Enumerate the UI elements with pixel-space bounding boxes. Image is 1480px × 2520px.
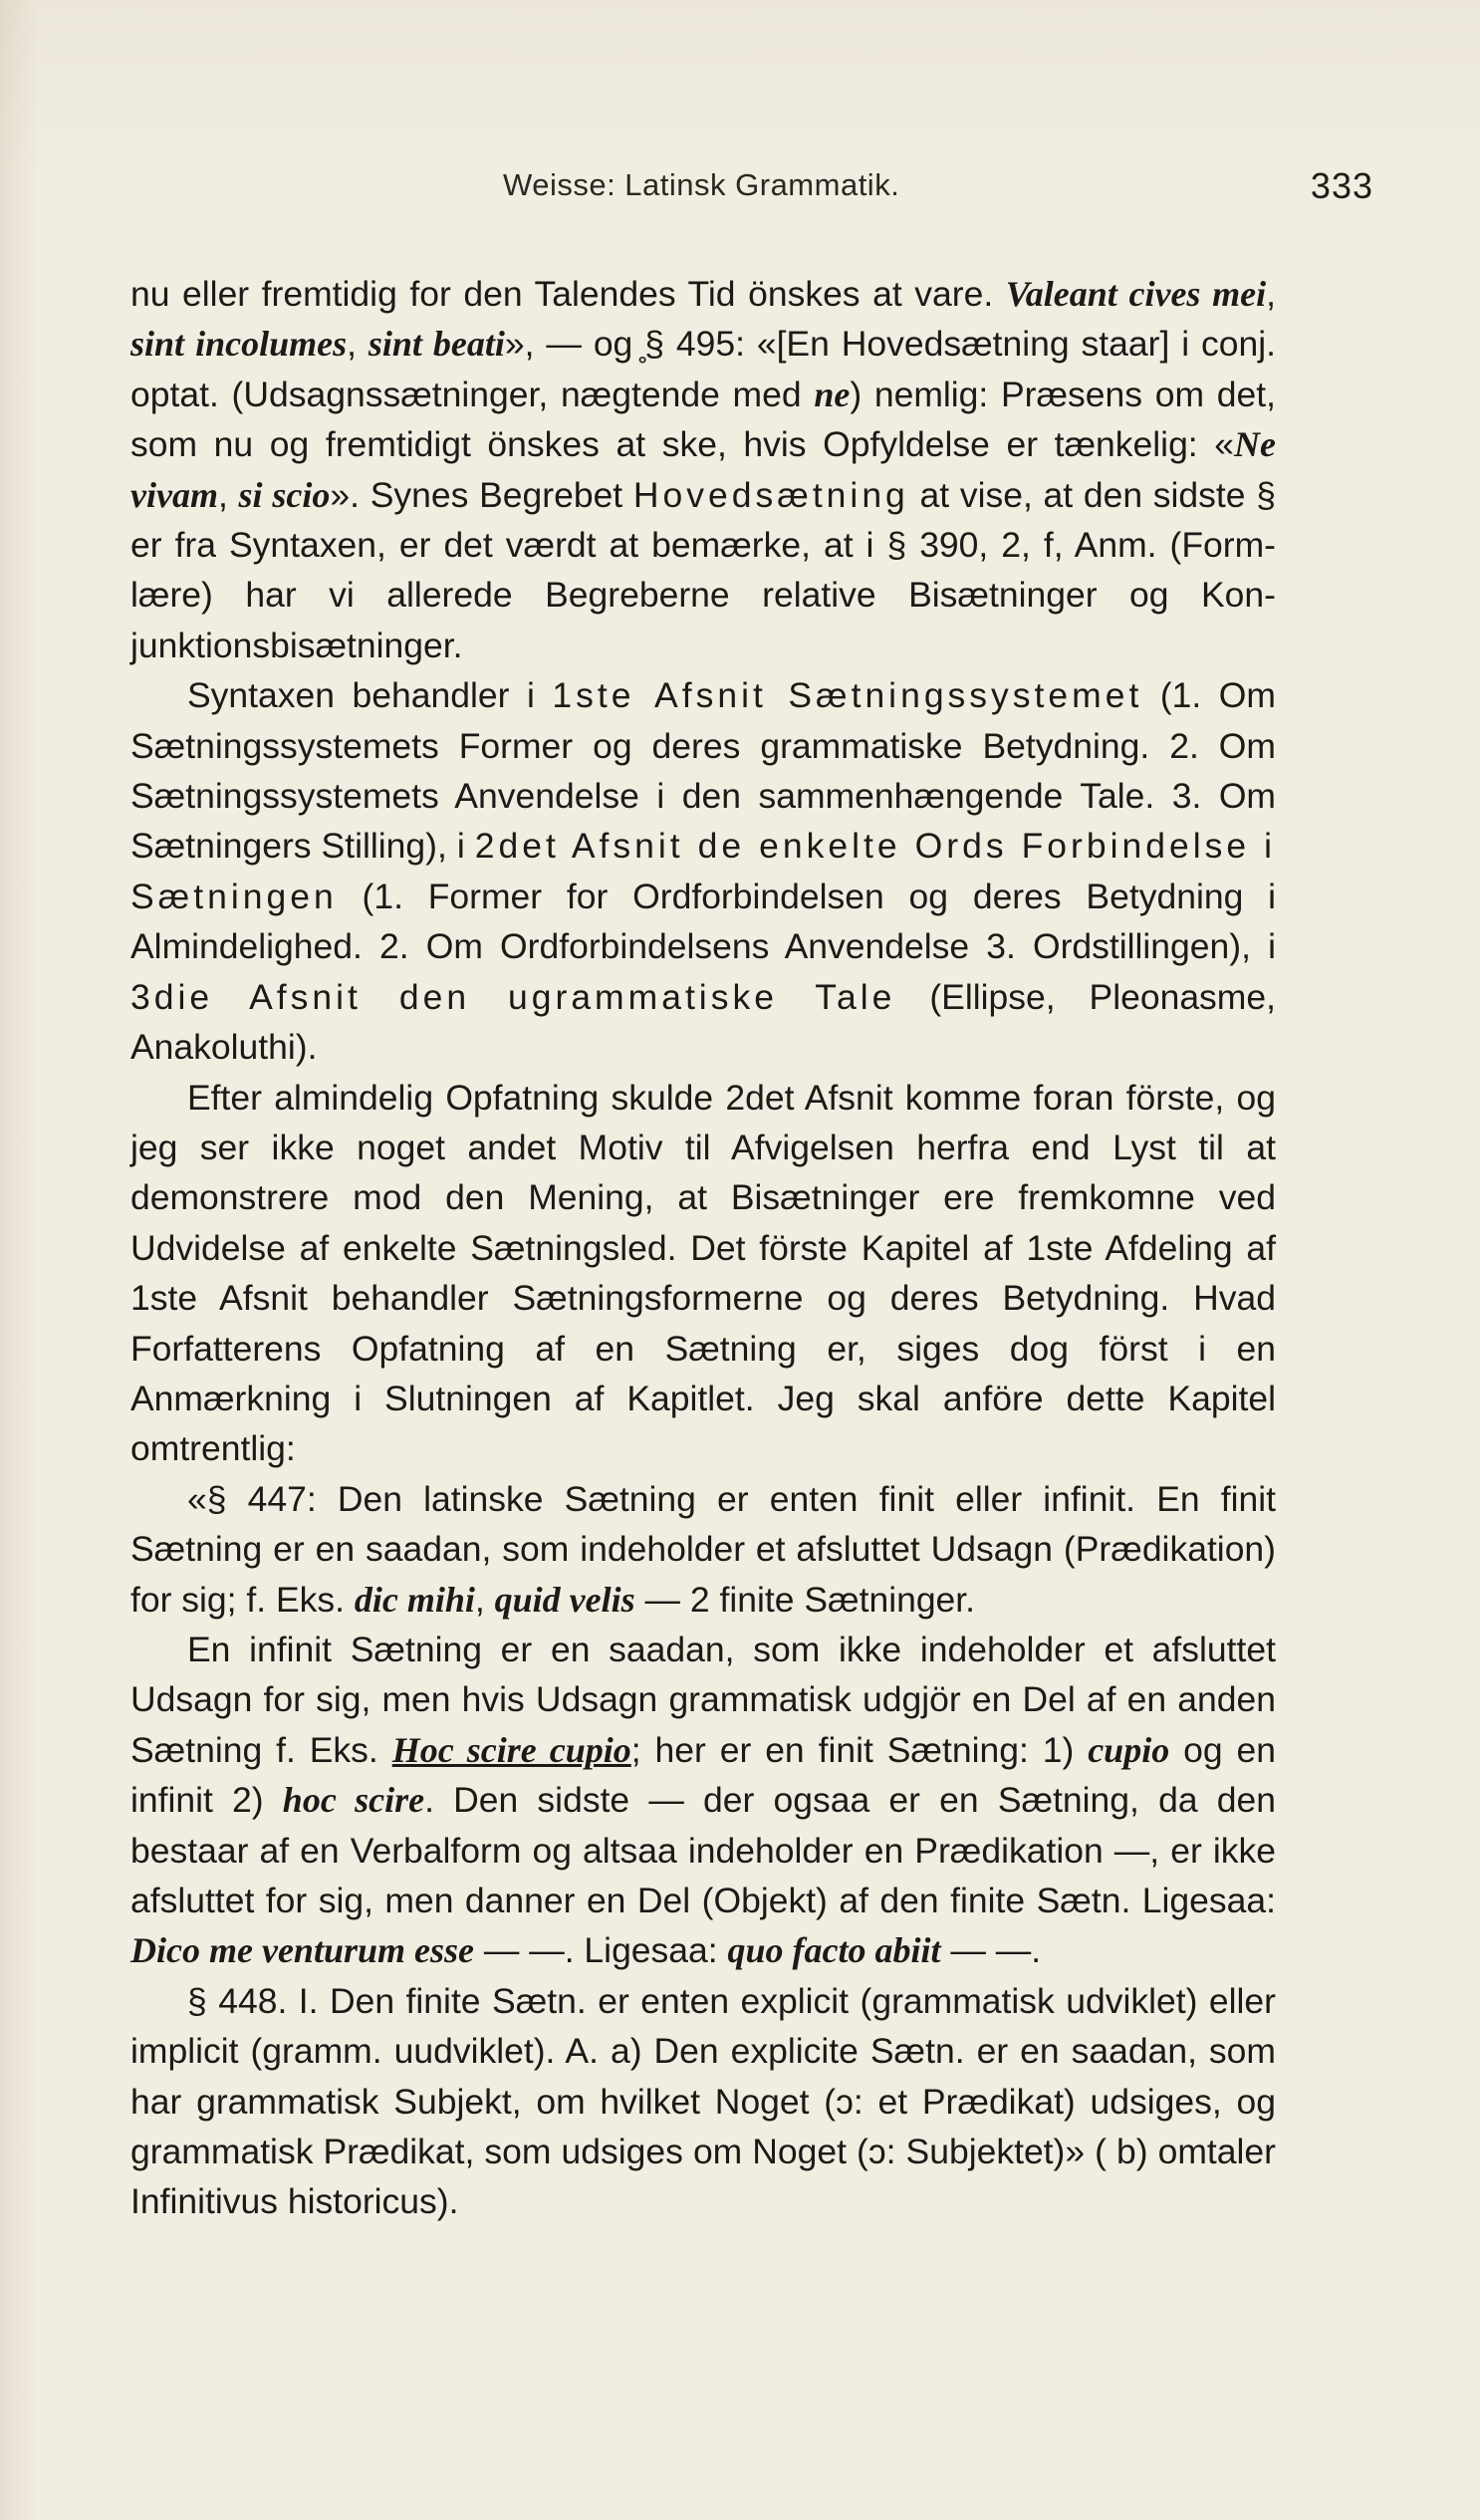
paragraph <box>130 1073 1276 1474</box>
text-run: », — og ̥§ 495: «[En Hovedsætning staar] i conj. optat. (Udsagnssætninger, nægtende med <box>130 324 1276 414</box>
spaced-text: 3die Afsnit den ugrammatiske Tale <box>130 976 896 1017</box>
body-text <box>130 269 1276 2227</box>
text-run: ) nemlig: Præsens om det, som nu og fremtidigt önskes at ske, hvis Opfyldelse er tænkelig: « <box>130 374 1276 465</box>
italic-text: Ne vivam <box>130 424 1276 515</box>
spaced-text: 1ste Afsnit Sætningssystemet <box>552 675 1143 716</box>
text-run: . Den sidste — der ogsaa er en Sætning, da den bestaar af en Verbalform og altsaa indeholder en Prædikation —, er ikke afsluttet for sig, men danner en Del (Objekt) af den finite Sætn. Ligesaa: <box>130 1780 1276 1920</box>
page-header <box>0 167 1480 207</box>
text-run: En infinit Sætning er en saadan, som ikke indeholder et afsluttet Udsagn for sig, men hvis Udsagn grammatisk udgjör en Del af en anden Sætning f. Eks. <box>130 1629 1276 1770</box>
text-run: nu eller fremtidig for den Talendes Tid önskes at vare. <box>130 274 1006 314</box>
text-run: , <box>217 474 239 515</box>
italic-text: sint beati <box>368 324 505 365</box>
paragraph <box>130 1976 1276 2227</box>
text-run: — —. <box>940 1930 1042 1971</box>
text-run: — —. Ligesaa: <box>473 1930 728 1971</box>
text-run: § 448. I. Den finite Sætn. er enten explicit (grammatisk udviklet) eller implicit (gramm. uudviklet). A. a) Den explicite Sætn. er en saadan, som har grammatisk Subjekt, om hvilket Noget (ɔ: et Prædikat) udsiges, og grammatisk Prædikat, som udsiges om Noget (ɔ: Subjektet)» ( b) omtaler Infinitivus historicus). <box>130 1980 1276 2222</box>
italic-text: Valeant cives mei <box>1005 274 1267 314</box>
italic-text: quid velis <box>494 1579 635 1620</box>
text-run: , <box>474 1579 495 1620</box>
text-run: — 2 finite Sætninger. <box>634 1579 976 1620</box>
text-run: ; her er en finit Sætning: 1) <box>630 1729 1089 1770</box>
paragraph <box>130 670 1276 1072</box>
italic-text: cupio <box>1088 1729 1170 1770</box>
italic-text: sint incolumes <box>130 324 348 365</box>
text-run: (1. Om Sætningssystemets Former og deres grammatiske Betydning. 2. Om Sætningssystemets Anvendelse i den sammenhængende Tale. 3. Om Sætningers Stilling), i <box>130 675 1276 867</box>
italic-text: ne <box>814 374 851 414</box>
italic-text: dic mihi <box>354 1579 475 1620</box>
italic-text: Hoc scire cupio <box>391 1729 631 1770</box>
text-run: «§ 447: Den latinske Sætning er enten finit eller infinit. En finit Sætning er en saadan, som indeholder et afsluttet Udsagn (Prædikation) for sig; f. Eks. <box>130 1478 1276 1620</box>
text-run: (Ellipse, Pleonasme, Anakoluthi). <box>130 976 1276 1068</box>
page-number: 333 <box>1310 165 1373 206</box>
text-run: Efter almindelig Opfatning skulde 2det Afsnit komme foran förste, og jeg ser ikke noget andet Motiv til Afvigelsen herfra end Lyst til at demonstrere mod den Mening, at Bisætninger ere fremkomne ved Udvidelse af enkelte Sætningsled. Det förste Kapitel af 1ste Afdeling af 1ste Afsnit behandler Sætningsformerne og deres Betydning. Hvad Forfatterens Opfatning af en Sætning er, siges dog först i en Anmærkning i Slutningen af Kapitlet. Jeg skal anföre dette Kapitel omtrentlig: <box>130 1077 1276 1469</box>
text-run: , <box>1266 274 1276 314</box>
text-run: ». Synes Begrebet <box>330 474 633 515</box>
running-title: Weisse: Latinsk Grammatik. <box>503 167 900 202</box>
italic-text: quo facto abiit <box>727 1930 941 1971</box>
italic-text: Dico me venturum esse <box>130 1930 474 1971</box>
spaced-text: Hovedsætning <box>632 474 909 515</box>
text-run: og en infinit 2) <box>130 1729 1276 1821</box>
paragraph <box>130 269 1276 670</box>
text-run: , <box>347 324 369 365</box>
italic-text: si scio <box>238 474 331 515</box>
text-run: at vise, at den sidste § er fra Syntaxen, er det værdt at bemærke, at i § 390, 2, f, Anm. (Formlære) har vi allerede Begreberne relative Bisætninger og Konjunktionsbisætninger. <box>130 474 1276 665</box>
text-run: (1. Former for Ordforbindelsen og deres Betydning i Almindelighed. 2. Om Ordforbindelsens Anvendelse 3. Ordstillingen), i <box>130 876 1276 967</box>
paragraph <box>130 1474 1276 1625</box>
italic-text: hoc scire <box>282 1780 425 1821</box>
paragraph <box>130 1625 1276 1976</box>
text-run: Syntaxen behandler i <box>187 675 553 716</box>
spaced-text: 2det Afsnit de enkelte Ords Forbindelse i Sætningen <box>130 826 1276 916</box>
